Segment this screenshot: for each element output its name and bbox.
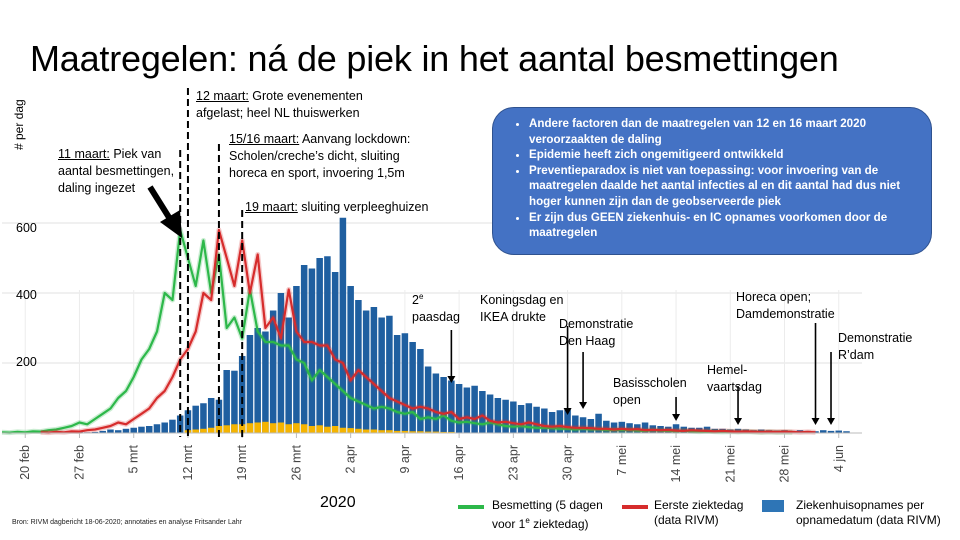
- annotation-paasdag: 2e paasdag: [412, 292, 460, 325]
- bar: [254, 328, 261, 433]
- annotation-hemelvaartsdag: Hemel- vaartsdag: [707, 363, 762, 394]
- info-bullet: • Andere factoren dan de maatregelen van 12 en 16 maart 2020 veroorzaakten de daling: [529, 116, 917, 147]
- bar: [309, 269, 316, 434]
- bar: [456, 384, 463, 433]
- bar-ic: [247, 423, 254, 433]
- bar: [161, 423, 168, 434]
- annotation-15-16-maart: 15/16 maart: Aanvang lockdown: Scholen/creche’s dicht, sluiting horeca en sport, invoering 1,5m: [229, 132, 411, 180]
- x-tick-label: 23 apr: [506, 445, 521, 481]
- x-tick-label: 21 mei: [723, 445, 738, 483]
- bar-ic: [363, 430, 370, 434]
- info-bullet: • Epidemie heeft zich ongemitigeerd ontwikkeld: [529, 147, 917, 163]
- bar: [340, 218, 347, 433]
- bar-ic: [324, 427, 331, 433]
- bar: [154, 424, 161, 433]
- bar-ic: [254, 423, 261, 434]
- legend-green: Besmetting (5 dagen voor 1e ziektedag): [492, 498, 603, 531]
- chart-lines: [2, 230, 816, 433]
- bar-ic: [347, 428, 354, 433]
- bar-ic: [301, 424, 308, 433]
- bar: [146, 426, 153, 433]
- annotation-koningsdag: Koningsdag en IKEA drukte: [480, 293, 564, 324]
- y-tick-600: 600: [16, 221, 37, 235]
- bar-ic: [285, 424, 292, 433]
- annotation-19-maart: 19 maart: sluiting verpleeghuizen: [245, 200, 429, 214]
- bar: [231, 371, 238, 433]
- bar-ic: [200, 429, 207, 433]
- bar-ic: [316, 425, 323, 433]
- x-tick-label: 16 apr: [452, 445, 467, 481]
- bar-ic: [355, 429, 362, 433]
- bar: [130, 428, 137, 433]
- legend-blue: Ziekenhuisopnames per opnamedatum (data RIVM): [796, 498, 941, 527]
- bar: [402, 333, 409, 433]
- bar-ic: [223, 425, 230, 433]
- bar-ic: [332, 426, 339, 433]
- bar: [223, 370, 230, 433]
- legend-red: Eerste ziektedag (data RIVM): [654, 498, 744, 527]
- event-arrow-head: [734, 418, 742, 425]
- x-axis: [2, 433, 862, 483]
- bar-ic: [262, 422, 269, 433]
- bar-ic: [231, 424, 238, 433]
- annotation-basisscholen: Basisscholen open: [613, 376, 687, 407]
- bar: [378, 318, 385, 434]
- bar: [487, 395, 494, 434]
- bar-ic: [208, 428, 215, 433]
- legend-swatch-red: [622, 505, 648, 509]
- bar: [425, 367, 432, 434]
- bar: [464, 388, 471, 434]
- bar: [169, 420, 176, 433]
- x-tick-label: 5 mrt: [126, 445, 141, 474]
- bar: [107, 430, 114, 434]
- event-arrow-head: [579, 402, 587, 409]
- bar-ic: [293, 423, 300, 433]
- x-tick-label: 2 apr: [343, 445, 358, 474]
- page-title: Maatregelen: ná de piek in het aantal besmettingen: [30, 38, 839, 79]
- info-box: [492, 107, 932, 255]
- x-tick-label: 26 mrt: [289, 445, 304, 481]
- bar: [200, 403, 207, 433]
- x-tick-label: 9 apr: [397, 445, 412, 474]
- bar: [440, 377, 447, 433]
- peak-arrow-head: [160, 210, 182, 238]
- x-tick-label: 12 mrt: [180, 445, 195, 481]
- x-tick-label: 19 mrt: [235, 445, 250, 481]
- bar: [347, 286, 354, 433]
- bar: [123, 429, 130, 433]
- x-tick-label: 27 feb: [72, 445, 87, 480]
- year-label: 2020: [320, 494, 356, 511]
- x-tick-label: 28 mei: [777, 445, 792, 483]
- event-arrow-head: [827, 418, 835, 425]
- legend-swatch-blue: [762, 500, 784, 512]
- bar: [285, 318, 292, 434]
- y-tick-200: 200: [16, 355, 37, 369]
- annotation-11-maart: 11 maart: Piek van aantal besmettingen, daling ingezet: [58, 147, 175, 195]
- bar: [433, 374, 440, 434]
- event-arrow-head: [812, 418, 820, 425]
- bar: [386, 316, 393, 433]
- bar: [262, 332, 269, 434]
- bar: [394, 335, 401, 433]
- x-tick-label: 20 feb: [18, 445, 33, 480]
- x-tick-label: 30 apr: [560, 445, 575, 481]
- bar-ic: [278, 423, 285, 434]
- bar-ic: [309, 426, 316, 433]
- y-tick-400: 400: [16, 288, 37, 302]
- bar: [355, 300, 362, 433]
- annotation-12-maart: 12 maart: Grote evenementen afgelast; heel NL thuiswerken: [196, 89, 363, 120]
- x-tick-label: 4 jun: [831, 445, 846, 473]
- bar: [495, 398, 502, 433]
- annotation-demonstratie-rdam: Demonstratie R’dam: [838, 331, 913, 362]
- legend-swatch-green: [458, 505, 484, 509]
- event-arrow-head: [672, 414, 680, 421]
- bar: [301, 265, 308, 433]
- y-axis-label: # per dag: [12, 99, 26, 150]
- info-bullet: • Preventieparadox is niet van toepassing: voor invoering van de maatregelen daalde het aantal infecties al en dit aantal had dus niet hoger kunnen zijn dan de geobserveerde piek: [529, 163, 917, 210]
- bar: [138, 427, 145, 433]
- bar-ic: [192, 430, 199, 434]
- bar: [409, 342, 416, 433]
- bar: [247, 335, 254, 433]
- x-tick-label: 7 mei: [614, 445, 629, 476]
- x-tick-label: 14 mei: [669, 445, 684, 483]
- bar: [448, 381, 455, 434]
- bar-ic: [340, 428, 347, 433]
- bar-ic: [371, 430, 378, 434]
- annotation-horeca-open: Horeca open; Damdemonstratie: [736, 290, 835, 321]
- info-bullet: • Er zijn dus GEEN ziekenhuis- en IC opnames voorkomen door de maatregelen: [529, 210, 917, 241]
- annotation-demonstratie-den-haag: Demonstratie Den Haag: [559, 317, 634, 348]
- bar: [371, 307, 378, 433]
- bar-ic: [270, 423, 277, 433]
- source-note: Bron: RIVM dagbericht 18-06-2020; annotaties en analyse Fritsander Lahr: [12, 519, 242, 526]
- bar: [192, 406, 199, 433]
